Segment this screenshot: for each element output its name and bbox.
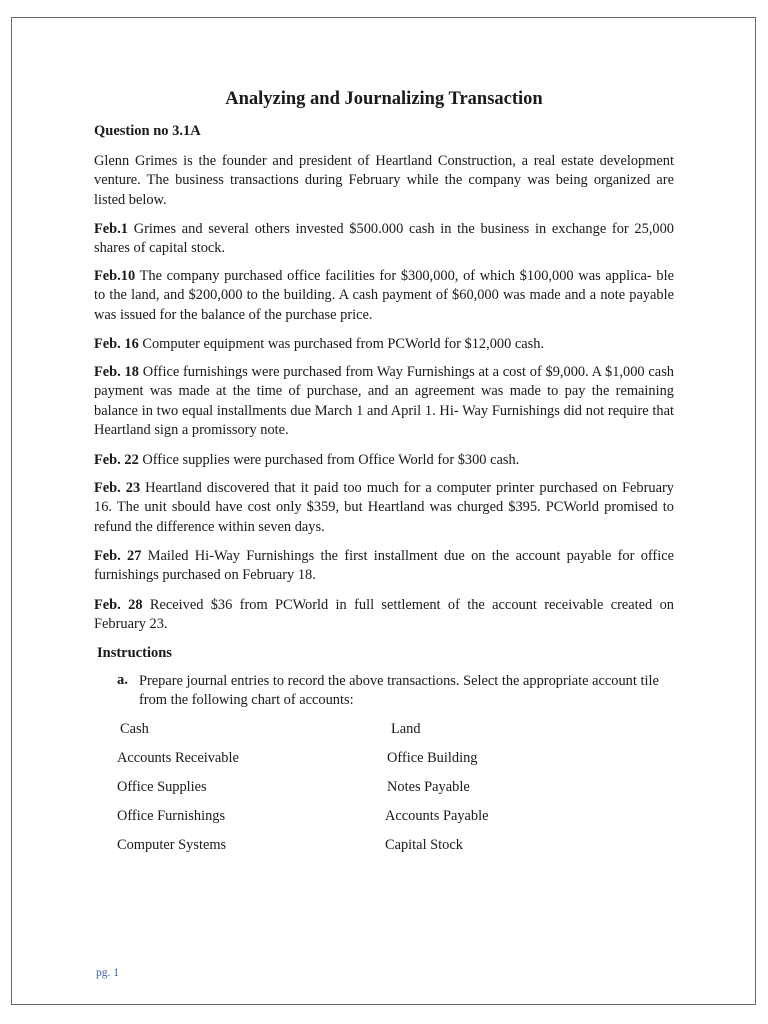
transaction-feb-16 [94,335,674,354]
account-computer-systems: Computer Systems [117,837,227,853]
transaction-feb-1 [94,220,674,259]
account-notes-payable: Notes Payable [387,779,470,795]
transaction-date: Feb. 18 [94,364,139,380]
transaction-text: Received $36 from PCWorld in full settlement of the account receivable created on February 23. [94,597,674,633]
transaction-feb-28 [94,596,674,635]
transaction-feb-23 [94,479,674,537]
transaction-feb-10 [94,267,674,325]
transaction-text: The company purchased office facilities for $300,000, of which $100,000 was applica- ble to the land, and $200,000 to the building. A cash payment of $60,000 was made and a note payable was issued for the balance of the purchase price. [94,268,674,323]
transaction-text: Office furnishings were purchased from Way Furnishings at a cost of $9,000. A $1,000 cash payment was made at the time of purchase, and an agreement was made to pay the remaining balance in two equal installments due March 1 and April 1. Hi- Way Furnishings did not require that Heartland sign a promissory note. [94,364,674,438]
instruction-text: Prepare journal entries to record the above transactions. Select the appropriate account tile from the following chart of accounts: [139,673,659,709]
transaction-feb-27 [94,547,674,586]
transaction-date: Feb.10 [94,268,136,284]
instructions-heading: Instructions [97,645,172,661]
transaction-date: Feb. 22 [94,452,139,468]
transaction-text: Heartland discovered that it paid too much for a computer printer purchased on February 16. The unit sbould have cost only $359, but Heartland was churged $395. PCWorld promised to refund the difference within seven days. [94,480,674,535]
account-cash: Cash [120,721,149,737]
transaction-date: Feb. 23 [94,480,141,496]
account-office-supplies: Office Supplies [117,779,207,795]
account-land: Land [391,721,421,737]
transaction-text: Computer equipment was purchased from PCWorld for $12,000 cash. [138,336,545,352]
account-accounts-payable: Accounts Payable [385,808,489,824]
transaction-feb-18 [94,363,674,440]
account-office-building: Office Building [387,750,478,766]
transaction-text: Office supplies were purchased from Office World for $300 cash. [138,452,520,468]
instruction-marker: a. [117,672,128,688]
transaction-date: Feb. 28 [94,597,143,613]
transaction-text: Grimes and several others invested $500.000 cash in the business in exchange for 25,000 shares of capital stock. [94,221,674,257]
document-title: Analyzing and Journalizing Transaction [225,89,543,109]
transaction-date: Feb.1 [94,221,128,237]
account-accounts-receivable: Accounts Receivable [117,750,239,766]
transaction-date: Feb. 16 [94,336,139,352]
transaction-feb-22 [94,451,674,470]
account-office-furnishings: Office Furnishings [117,808,226,824]
page-number: pg. 1 [96,967,119,979]
transaction-text: Mailed Hi-Way Furnishings the first installment due on the account payable for office furnishings purchased on February 18. [94,548,674,584]
question-number: Question no 3.1A [94,123,201,139]
intro-paragraph: Glenn Grimes is the founder and president of Heartland Construction, a real estate development venture. The business transactions during February while the company was being organized are listed below. [94,153,674,208]
transaction-date: Feb. 27 [94,548,142,564]
account-capital-stock: Capital Stock [385,837,463,853]
